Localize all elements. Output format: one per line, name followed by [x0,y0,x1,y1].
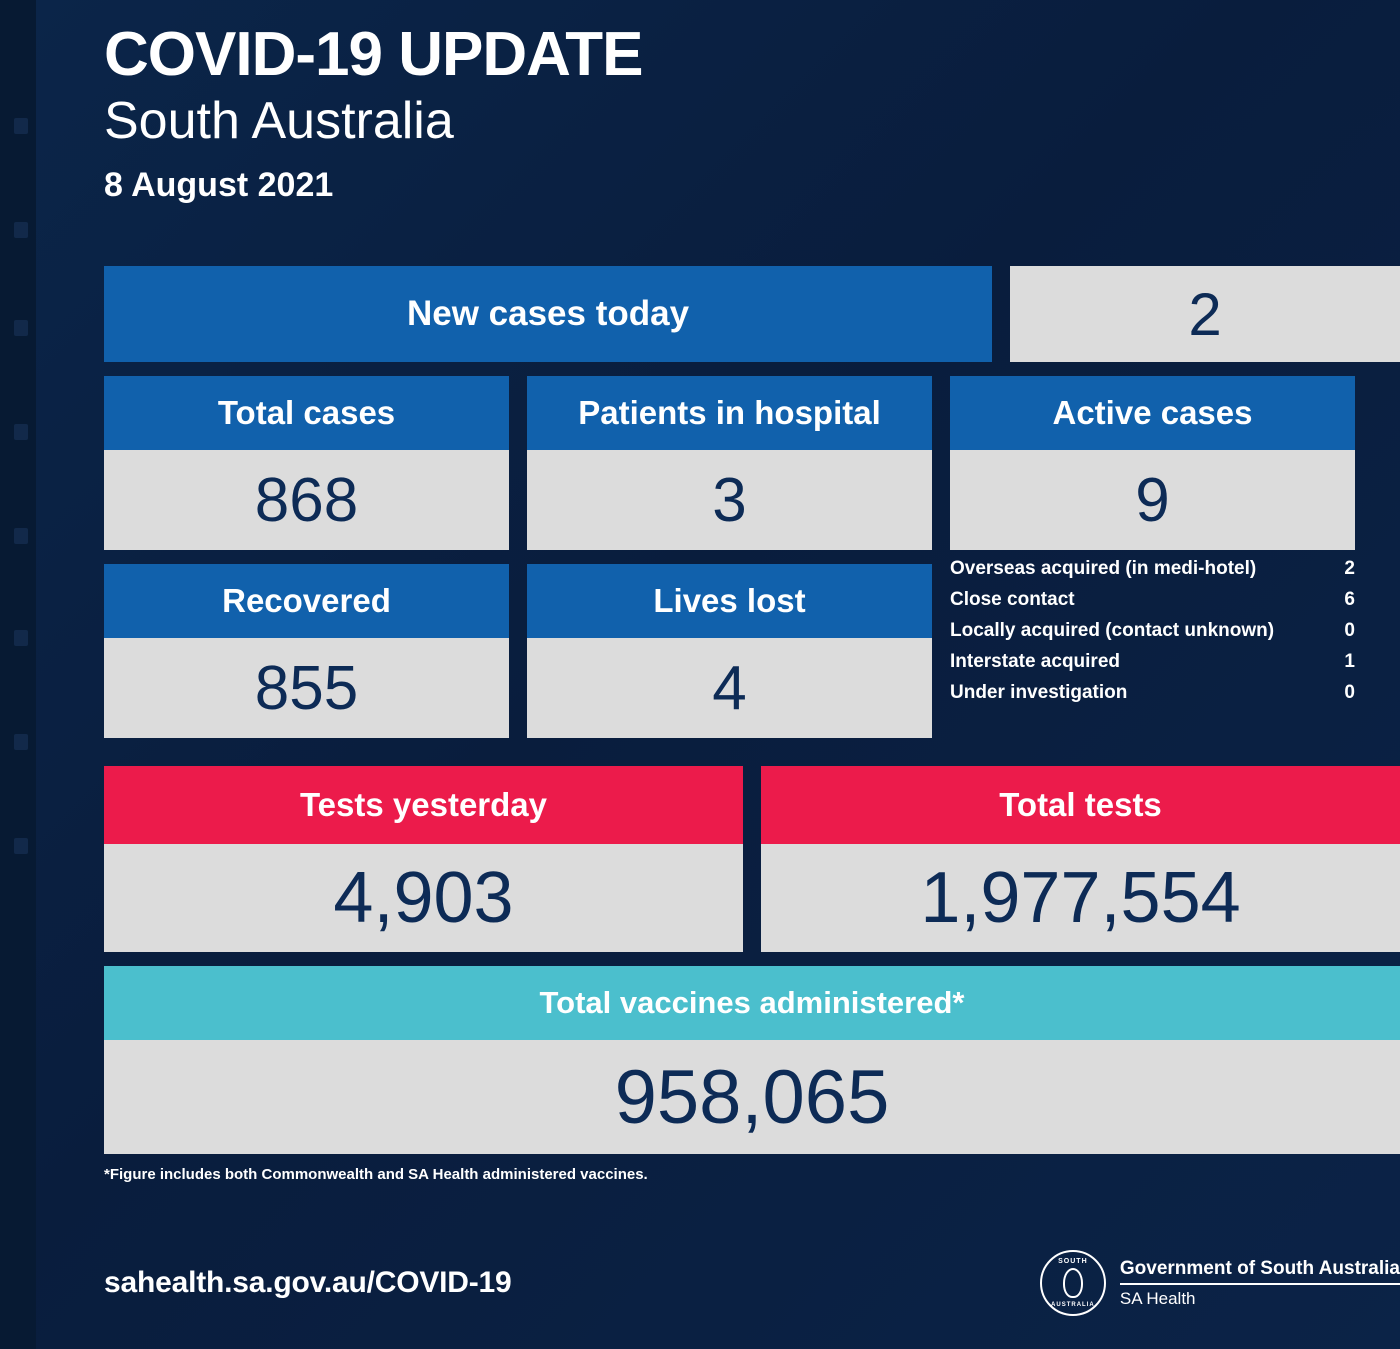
breakdown-value: 6 [1344,589,1355,610]
new-cases-row [104,266,1400,362]
patients-in-hospital-label: Patients in hospital [527,376,932,450]
vaccines-value: 958,065 [104,1040,1400,1154]
government-name: Government of South Australia [1120,1258,1400,1285]
header-block [104,0,1332,205]
footer [104,1250,1400,1316]
crest-top-text: SOUTH [1058,1258,1088,1265]
agency-name: SA Health [1119,1288,1196,1308]
total-cases-block [104,376,509,550]
active-cases-column [950,376,1355,752]
tests-yesterday-label: Tests yesterday [104,766,743,844]
sa-crest-icon [1040,1250,1106,1316]
active-cases-value: 9 [950,450,1355,550]
crest-shield [1063,1268,1083,1298]
website-url[interactable]: sahealth.sa.gov.au/COVID-19 [104,1266,512,1299]
breakdown-label: Locally acquired (contact unknown) [950,620,1275,641]
breakdown-value: 0 [1344,620,1355,641]
breakdown-item [950,585,1355,616]
new-cases-label: New cases today [104,266,992,362]
vaccines-block [104,966,1400,1154]
stats-grid [104,266,1400,1183]
total-tests-label: Total tests [761,766,1400,844]
middle-stats-column [527,376,932,752]
government-text [1120,1258,1400,1309]
tests-row [104,766,1400,952]
infographic-card [36,0,1400,1349]
left-stats-column [104,376,509,752]
breakdown-label: Under investigation [950,682,1128,703]
breakdown-item [950,616,1355,647]
lives-lost-value: 4 [527,638,932,738]
screenshot-edge-strip [0,0,36,1349]
total-cases-label: Total cases [104,376,509,450]
vaccines-label: Total vaccines administered* [104,966,1400,1040]
page-title: COVID-19 UPDATE [104,20,643,89]
breakdown-value: 0 [1344,682,1355,703]
breakdown-item [950,554,1355,585]
breakdown-item [950,647,1355,678]
recovered-label: Recovered [104,564,509,638]
stats-band [104,376,1400,752]
recovered-value: 855 [104,638,509,738]
total-tests-block [761,766,1400,952]
lives-lost-label: Lives lost [527,564,932,638]
tests-yesterday-block [104,766,743,952]
breakdown-label: Close contact [950,589,1075,610]
breakdown-label: Overseas acquired (in medi-hotel) [950,558,1257,579]
patients-in-hospital-value: 3 [527,450,932,550]
breakdown-label: Interstate acquired [950,651,1120,672]
breakdown-value: 1 [1344,651,1355,672]
active-cases-breakdown [950,554,1355,709]
lives-lost-block [527,564,932,738]
recovered-block [104,564,509,738]
page-subtitle: South Australia [104,92,454,150]
total-tests-value: 1,977,554 [761,844,1400,952]
total-cases-value: 868 [104,450,509,550]
crest-bottom-text: AUSTRALIA [1051,1302,1095,1308]
active-cases-label: Active cases [950,376,1355,450]
vaccines-footnote: *Figure includes both Commonwealth and SA Health administered vaccines. [104,1166,648,1183]
patients-in-hospital-block [527,376,932,550]
government-logo [1040,1250,1400,1316]
tests-yesterday-value: 4,903 [104,844,743,952]
breakdown-value: 2 [1344,558,1355,579]
report-date: 8 August 2021 [104,165,334,204]
breakdown-item [950,678,1355,709]
new-cases-value: 2 [1010,266,1400,362]
